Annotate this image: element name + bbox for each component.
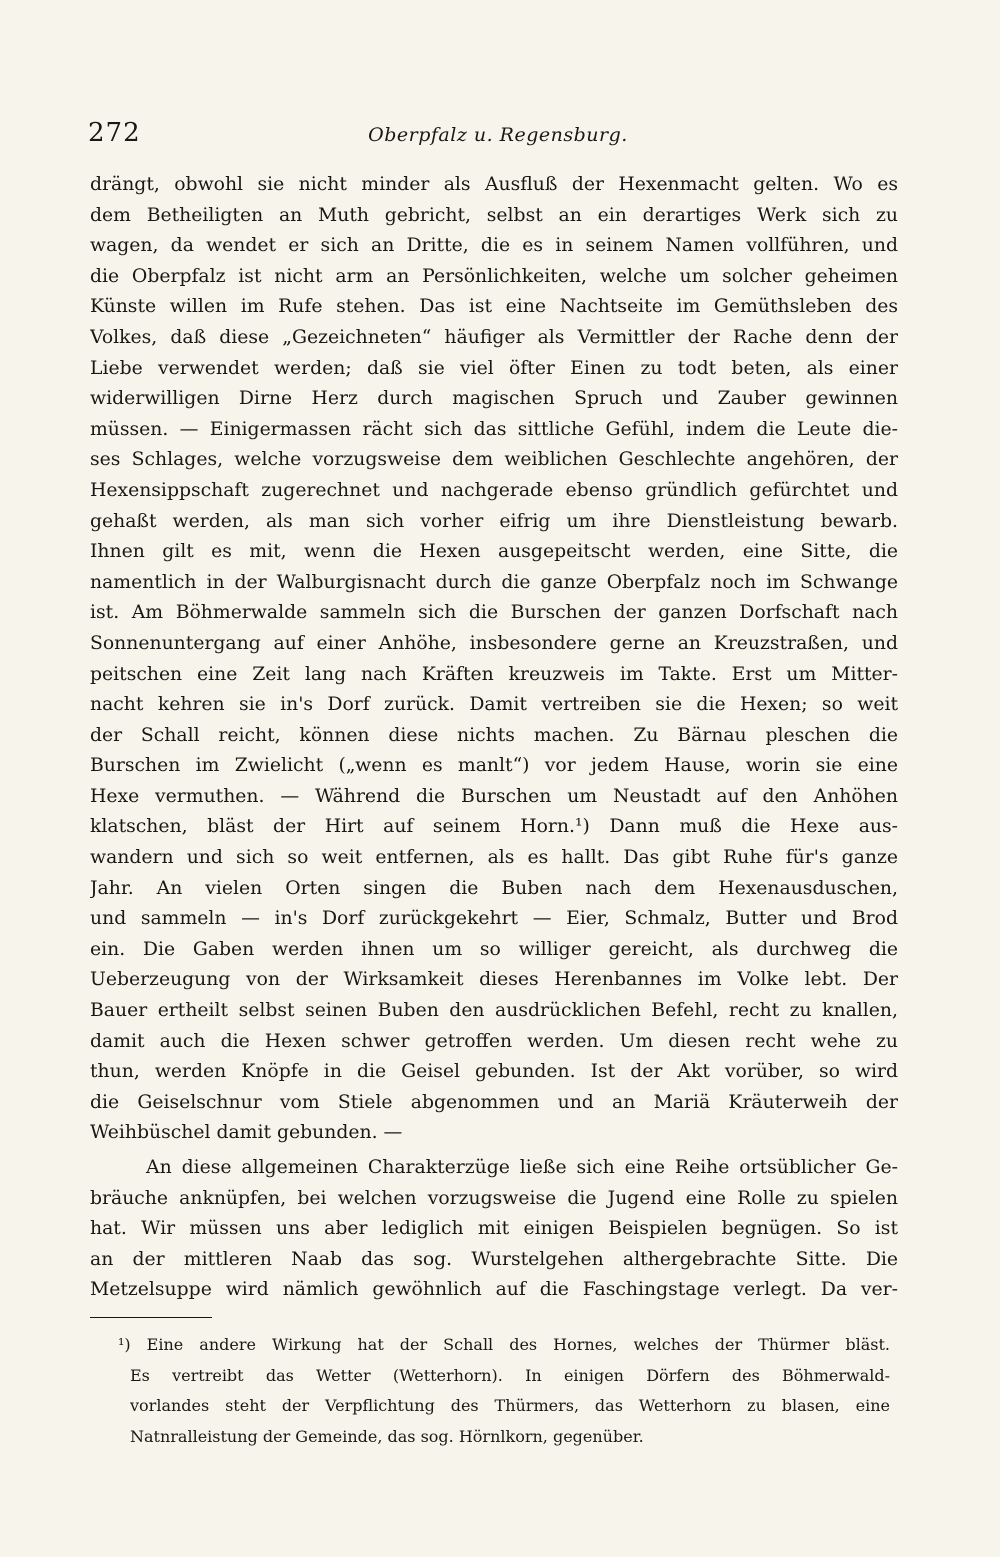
text-line: die Oberpfalz ist nicht arm an Persönlichkeiten, welche um solcher geheimen [90, 265, 898, 287]
text-line: und sammeln — in's Dorf zurückgekehrt — Eier, Schmalz, Butter und Brod [90, 908, 898, 930]
text-line: wagen, da wendet er sich an Dritte, die es in seinem Namen vollführen, und [90, 235, 898, 257]
text-line: Hexe vermuthen. — Während die Burschen um Neustadt auf den Anhöhen [90, 785, 898, 807]
footnote-divider [90, 1317, 212, 1318]
body-text [90, 170, 898, 1306]
text-line: damit auch die Hexen schwer getroffen werden. Um diesen recht wehe zu [90, 1030, 898, 1052]
text-line: Liebe verwendet werden; daß sie viel öfter Einen zu todt beten, als einer [90, 357, 898, 379]
footnote-line: Es vertreibt das Wetter (Wetterhorn). In einigen Dörfern des Böhmerwald- [130, 1365, 890, 1385]
text-line: Jahr. An vielen Orten singen die Buben nach dem Hexenausduschen, [90, 877, 898, 899]
footnote-line: Natnralleistung der Gemeinde, das sog. Hörnlkorn, gegenüber. [130, 1426, 644, 1446]
text-line: Ihnen gilt es mit, wenn die Hexen ausgepeitscht werden, eine Sitte, die [90, 541, 898, 563]
text-line: der Schall reicht, können diese nichts machen. Zu Bärnau pleschen die [90, 724, 898, 746]
text-line: dem Betheiligten an Muth gebricht, selbst an ein derartiges Werk sich zu [90, 204, 898, 226]
text-line: thun, werden Knöpfe in die Geisel gebunden. Ist der Akt vorüber, so wird [90, 1061, 898, 1083]
text-line: Ueberzeugung von der Wirksamkeit dieses Herenbannes im Volke lebt. Der [90, 969, 898, 991]
text-line: Burschen im Zwielicht („wenn es manlt“) vor jedem Hause, worin sie eine [90, 755, 898, 777]
text-line: Metzelsuppe wird nämlich gewöhnlich auf die Faschingstage verlegt. Da ver- [90, 1279, 898, 1301]
text-line: widerwilligen Dirne Herz durch magischen Spruch und Zauber gewinnen [90, 388, 898, 410]
text-line: klatschen, bläst der Hirt auf seinem Horn.¹) Dann muß die Hexe aus- [90, 816, 898, 838]
text-line: bräuche anknüpfen, bei welchen vorzugsweise die Jugend eine Rolle zu spielen [90, 1187, 898, 1209]
text-line: Künste willen im Rufe stehen. Das ist eine Nachtseite im Gemüthsleben des [90, 296, 898, 318]
text-line: ses Schlages, welche vorzugsweise dem weiblichen Geschlechte angehören, der [90, 449, 898, 471]
footnote-line: ¹) Eine andere Wirkung hat der Schall des Hornes, welches der Thürmer bläst. [118, 1335, 890, 1354]
text-line: nacht kehren sie in's Dorf zurück. Damit vertreiben sie die Hexen; so weit [90, 694, 898, 716]
text-line: die Geiselschnur vom Stiele abgenommen und an Mariä Kräuterweih der [90, 1091, 898, 1113]
text-line: ein. Die Gaben werden ihnen um so williger gereicht, als durchweg die [90, 938, 898, 960]
text-line: An diese allgemeinen Charakterzüge ließe sich eine Reihe ortsüblicher Ge- [146, 1157, 898, 1178]
page-number: 272 [88, 118, 141, 148]
text-line: namentlich in der Walburgisnacht durch die ganze Oberpfalz noch im Schwange [90, 571, 898, 593]
text-line: peitschen eine Zeit lang nach Kräften kreuzweis im Takte. Erst um Mitter- [90, 663, 898, 685]
text-line: drängt, obwohl sie nicht minder als Ausfluß der Hexenmacht gelten. Wo es [90, 174, 898, 195]
text-line: hat. Wir müssen uns aber lediglich mit einigen Beispielen begnügen. So ist [90, 1218, 898, 1240]
text-line: Volkes, daß diese „Gezeichneten“ häufiger als Vermittler der Rache denn der [90, 326, 898, 348]
running-title: Oberpfalz u. Regensburg. [368, 124, 628, 146]
text-line: Bauer ertheilt selbst seinen Buben den ausdrücklichen Befehl, recht zu knallen, [90, 1000, 898, 1022]
text-line: wandern und sich so weit entfernen, als es hallt. Das gibt Ruhe für's ganze [90, 847, 898, 869]
text-line: ist. Am Böhmerwalde sammeln sich die Burschen der ganzen Dorfschaft nach [90, 602, 898, 624]
footnotes [118, 1330, 890, 1452]
footnote-line: vorlandes steht der Verpflichtung des Thürmers, das Wetterhorn zu blasen, eine [130, 1396, 890, 1415]
text-line: Hexensippschaft zugerechnet und nachgerade ebenso gründlich gefürchtet und [90, 479, 898, 501]
page-header [88, 118, 908, 158]
text-line: Weihbüschel damit gebunden. — [90, 1122, 403, 1144]
text-line: gehaßt werden, als man sich vorher eifrig um ihre Dienstleistung bewarb. [90, 510, 898, 532]
text-line: an der mittleren Naab das sog. Wurstelgehen althergebrachte Sitte. Die [90, 1248, 898, 1270]
text-line: Sonnenuntergang auf einer Anhöhe, insbesondere gerne an Kreuzstraßen, und [90, 632, 898, 654]
text-line: müssen. — Einigermassen rächt sich das sittliche Gefühl, indem die Leute die- [90, 418, 898, 440]
